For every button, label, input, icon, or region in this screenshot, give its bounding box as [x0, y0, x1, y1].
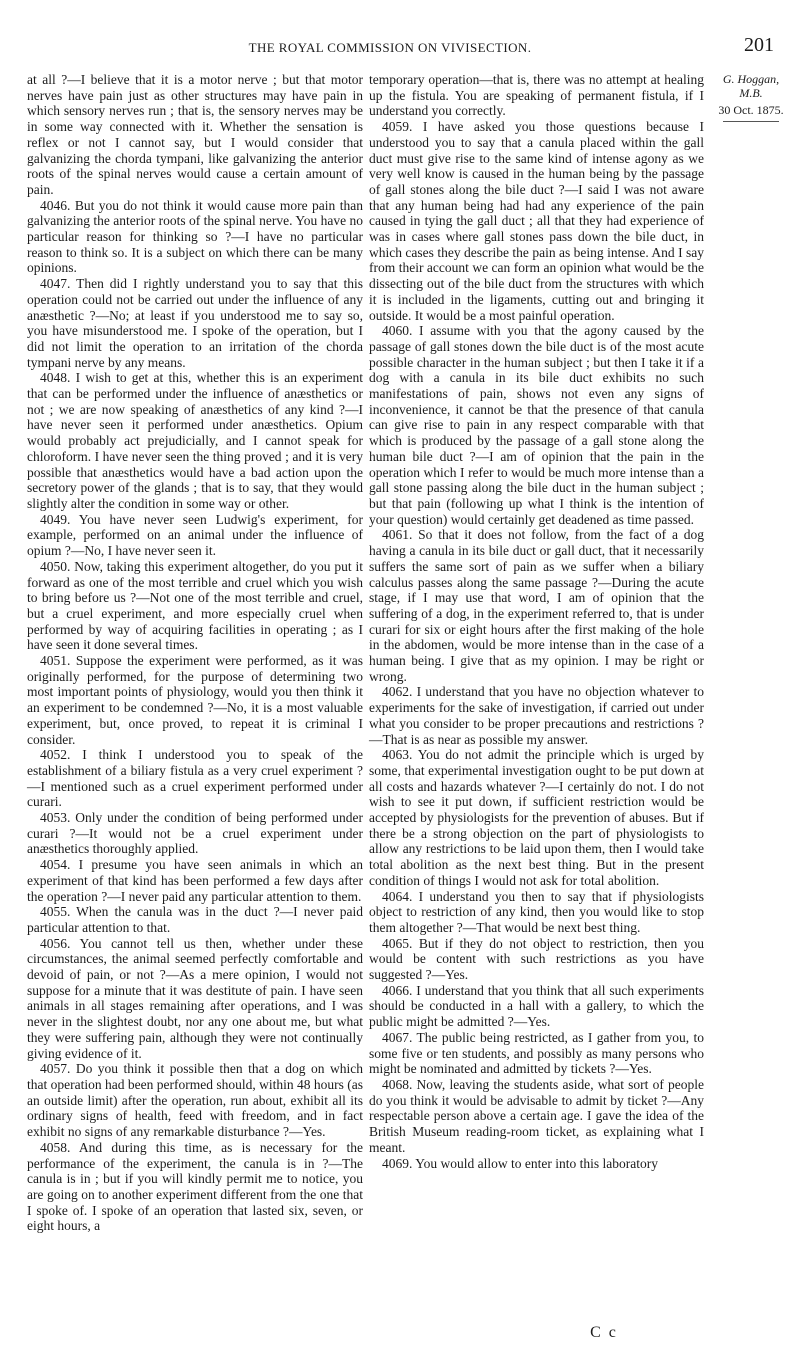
margin-note: [711, 72, 791, 122]
page-number: 201: [744, 34, 774, 56]
paragraph: 4052. I think I understood you to speak of the establishment of a biliary fistula as a very cruel experiment ?—I mentioned such as a cruel experiment performed under curari.: [27, 747, 363, 810]
paragraph: 4050. Now, taking this experiment altogether, do you put it forward as one of the most terrible and cruel which you wish to bring before us ?—Not one of the most terrible and cruel, but a cruel experiment, and more especially cruel when performed by way of acquiring facilities in operating ; as I have seen it done several times.: [27, 558, 363, 653]
paragraph: 4065. But if they do not object to restriction, then you would be content with such restrictions as you have suggested ?—Yes.: [369, 935, 704, 983]
paragraph: 4066. I understand that you think that all such experiments should be conducted in a hall with a gallery, to which the public might be admitted ?—Yes.: [369, 982, 704, 1030]
paragraph: 4059. I have asked you those questions because I understood you to say that a canula placed within the gall duct must give rise to the same kind of intense agony as we very well know is caused in the human being by the passage of gall stones along the bile duct ?—I said I was not aware that any human being had had any experience of the pain caused in tying the gall duct ; all that they had experience of was in cases where gall stones pass down the bile duct, in which cases they describe the pain as being intense. And I say from their account we can form an opinion what would be the dissecting out of the bile duct from the structures with which it is included in the ligaments, cutting out and bringing it outside. It would be a most painful operation.: [369, 119, 704, 323]
paragraph: 4069. You would allow to enter into this laboratory: [382, 1155, 658, 1171]
witness-degree: M.B.: [739, 86, 763, 100]
signature-mark: C c: [590, 1324, 618, 1341]
paragraph: 4061. So that it does not follow, from the fact of a dog having a canula in its bile duct or gall duct, that it necessarily suffers the same sort of pain as we suffer when a biliary calculus passes along the same passage ?—During the acute stage, if I may use that word, I am of opinion that the suffering of a dog, in the experiment referred to, that is under curari for six or eight hours after the first making of the hole in the abdomen, would be more intense than in the case of a human being. I give that as my opinion. I may be right or wrong.: [369, 527, 704, 684]
paragraph: 4053. Only under the condition of being performed under curari ?—It would not be a cruel experiment under anæsthetics thoroughly applied.: [27, 810, 363, 857]
paragraph: 4054. I presume you have seen animals in which an experiment of that kind has been performed a few days after the operation ?—I never paid any particular attention to them.: [27, 857, 363, 904]
paragraph: 4051. Suppose the experiment were performed, as it was originally performed, for the purpose of determining two most important points of physiology, would you then think it an experiment to be condemned ?—No, it is a most valuable experiment, but, once proved, to repeat it is criminal I consider.: [27, 653, 363, 747]
paragraph: 4049. You have never seen Ludwig's experiment, for example, performed on an animal under the influence of opium ?—No, I have never seen it.: [27, 511, 363, 559]
running-head-title: THE ROYAL COMMISSION ON VIVISECTION.: [248, 40, 532, 55]
paragraph: 4068. Now, leaving the students aside, what sort of people do you think it would be advisable to admit by ticket ?—Any respectable person above a certain age. I gave the idea of the British Museum reading-room ticket, as explaining what I meant.: [369, 1077, 704, 1155]
right-column: [369, 72, 704, 1171]
left-column: [27, 72, 363, 1234]
paragraph: 4048. I wish to get at this, whether this is an experiment that can be performed under the influence of anæsthetics or not ; we are now speaking of anæsthetics of any kind ?—I have never seen it performed under anæsthetics. Opium would probably act prejudicially, and I cannot speak for chloroform. I have never seen the thing proved ; and it is very possible that anæsthetics would have a bad action upon the secretory power of the glands ; that is to say, that they would slightly alter the condition in some way or other.: [27, 370, 363, 511]
witness-name: G. Hoggan,: [722, 72, 780, 86]
paragraph: 4046. But you do not think it would cause more pain than galvanizing the anterior roots of the spinal nerve. You have no particular reason for thinking so ?—I have no particular reason to think so. It is a subject on which there can be many opinions.: [27, 197, 363, 276]
paragraph: 4067. The public being restricted, as I gather from you, to some five or ten students, and possibly as many persons who might be nominated and admitted by tickets ?—Yes.: [369, 1029, 704, 1077]
paragraph: 4047. Then did I rightly understand you to say that this operation could not be carried out under the influence of any anæsthetic ?—No; at least if you understood me to say so, you have misunderstood me. I spoke of the operation, but I did not limit the operation to an irritation of the chorda tympani nerve by any means.: [27, 276, 363, 370]
session-date: 30 Oct. 1875.: [718, 103, 784, 117]
paragraph: 4060. I assume with you that the agony caused by the passage of gall stones down the bile duct is of the most acute possible character in the human subject ; but then I take it if a dog with a canula in its bile duct exhibits no such manifestations of pain, shows not even any signs of inconvenience, it cannot be that the presence of that canula can give rise to pain in any respect comparable with that which is produced by the passage of a gall stone along the human bile duct ?—I am of opinion that the pain in the operation which I refer to would be much more intense than a gall stone passing along the bile duct in the human subject ; but that pain (following up what I think is the intention of your question) would certainly get deadened as time passed.: [369, 323, 704, 527]
paragraph: 4056. You cannot tell us then, whether under these circumstances, the animal seemed perfectly comfortable and devoid of pain, or not ?—As a mere opinion, I would not suppose for a minute that it was destitute of pain. I have seen animals in all stages remaining after operations, and I was never in the slightest doubt, nor any one about me, but what they were suffering pain, although they were not continually giving evidence of it.: [27, 935, 363, 1061]
paragraph: 4064. I understand you then to say that if physiologists object to restriction of any kind, then you would like to stop them altogether ?—That would be next best thing.: [369, 888, 704, 935]
paragraph: at all ?—I believe that it is a motor nerve ; but that motor nerves have pain just as other structures may have pain in which sensory nerves run ; that is, the sensory nerves may be in some way connected with it. Whether the sensation is reflex or not I cannot say, but I would consider that galvanizing the chorda tympani, like galvanizing the anterior roots of the spinal nerves would cause a certain amount of pain.: [27, 72, 363, 197]
paragraph: 4057. Do you think it possible then that a dog on which that operation had been performed should, within 48 hours (as an outside limit) after the operation, run about, exhibit all its ordinary signs of health, feed with freedom, and in fact exhibit no signs of any remarkable disturbance ?—Yes.: [27, 1061, 363, 1140]
paragraph: 4062. I understand that you have no objection whatever to experiments for the sake of investigation, if carried out under what you consider to be proper precautions and restrictions ?—That is as near as possible my answer.: [369, 684, 704, 747]
margin-rule: [723, 121, 779, 122]
paragraph: 4063. You do not admit the principle which is urged by some, that experimental investigation ought to be put down at all costs and hazards whatever ?—I certainly do not. I do not wish to see it put down, if sufficient restriction would be accepted by physiologists for the prevention of abuses. But if there be a strong objection on the part of physiologists to allow any restrictions to be laid upon them, then I would take total abolition as the next best thing. But in the present condition of things I would not ask for total abolition.: [369, 747, 704, 888]
paragraph: 4055. When the canula was in the duct ?—I never paid particular attention to that.: [27, 904, 363, 935]
paragraph: temporary operation—that is, there was no attempt at healing up the fistula. You are speaking of permanent fistula, if I understand you correctly.: [369, 72, 704, 119]
paragraph: 4058. And during this time, as is necessary for the performance of the experiment, the canula is in ?—The canula is in ; but if you will kindly permit me to notice, you are going on to another experiment different from the one that I spoke of. I spoke of an operation that lasted six, seven, or eight hours, a: [27, 1139, 363, 1234]
